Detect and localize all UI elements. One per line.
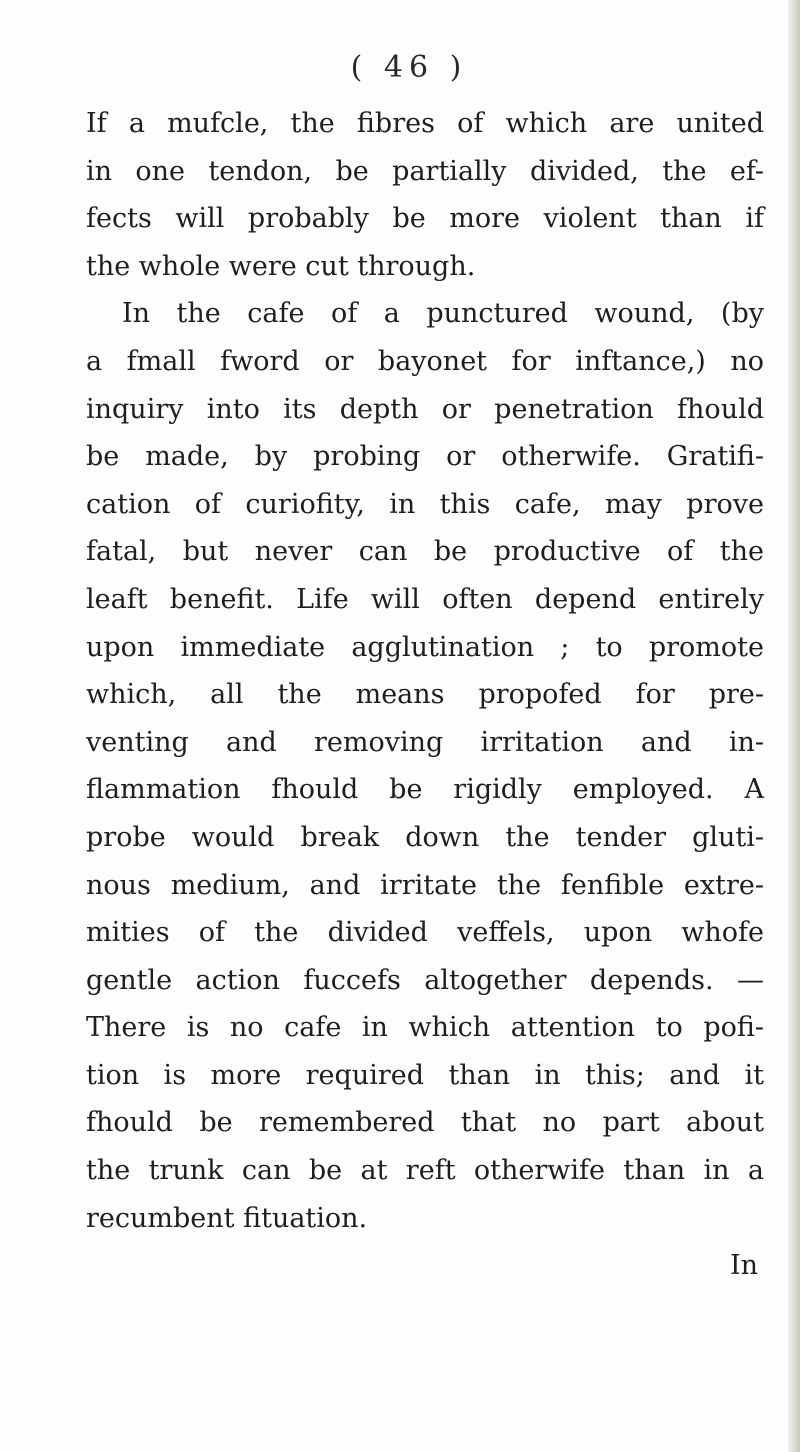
text-line: in one tendon, be partially divided, the ef- — [86, 155, 764, 187]
text-line: a fmall fword or bayonet for inftance,) no — [86, 345, 764, 377]
text-line: flammation fhould be rigidly employed. A — [86, 774, 764, 806]
text-line: be made, by probing or otherwife. Gratifi- — [86, 441, 764, 473]
text-line: venting and removing irritation and in- — [86, 726, 764, 758]
text-line: tion is more required than in this; and it — [86, 1059, 764, 1091]
text-line: which, all the means propofed for pre- — [86, 679, 764, 711]
text-line: If a mufcle, the fibres of which are united — [86, 108, 764, 139]
text-line: inquiry into its depth or penetration fhould — [86, 393, 764, 425]
text-line: There is no cafe in which attention to pofi- — [86, 1012, 764, 1044]
text-line: gentle action fuccefs altogether depends. — — [86, 964, 764, 996]
body-text — [86, 100, 764, 1290]
page-number: ( 46 ) — [350, 50, 468, 85]
text-line: fhould be remembered that no part about — [86, 1107, 764, 1139]
page-edge — [788, 0, 800, 1452]
text-line: In the cafe of a punctured wound, (by — [122, 298, 764, 330]
text-line: mities of the divided veffels, upon whofe — [86, 917, 764, 949]
text-line: probe would break down the tender gluti- — [86, 821, 764, 853]
text-line: nous medium, and irritate the fenfible extre- — [86, 869, 764, 901]
text-line: leaft benefit. Life will often depend entirely — [86, 583, 764, 615]
text-line: cation of curiofity, in this cafe, may prove — [86, 488, 764, 520]
text-line: recumbent fituation. — [86, 1202, 368, 1234]
text-line: fatal, but never can be productive of the — [86, 536, 764, 568]
text-line: fects will probably be more violent than if — [86, 203, 764, 235]
text-line: upon immediate agglutination ; to promote — [86, 631, 764, 663]
text-line: the trunk can be at reft otherwife than in a — [86, 1155, 764, 1187]
text-line: the whole were cut through. — [86, 250, 476, 282]
catchword: In — [729, 1250, 758, 1282]
